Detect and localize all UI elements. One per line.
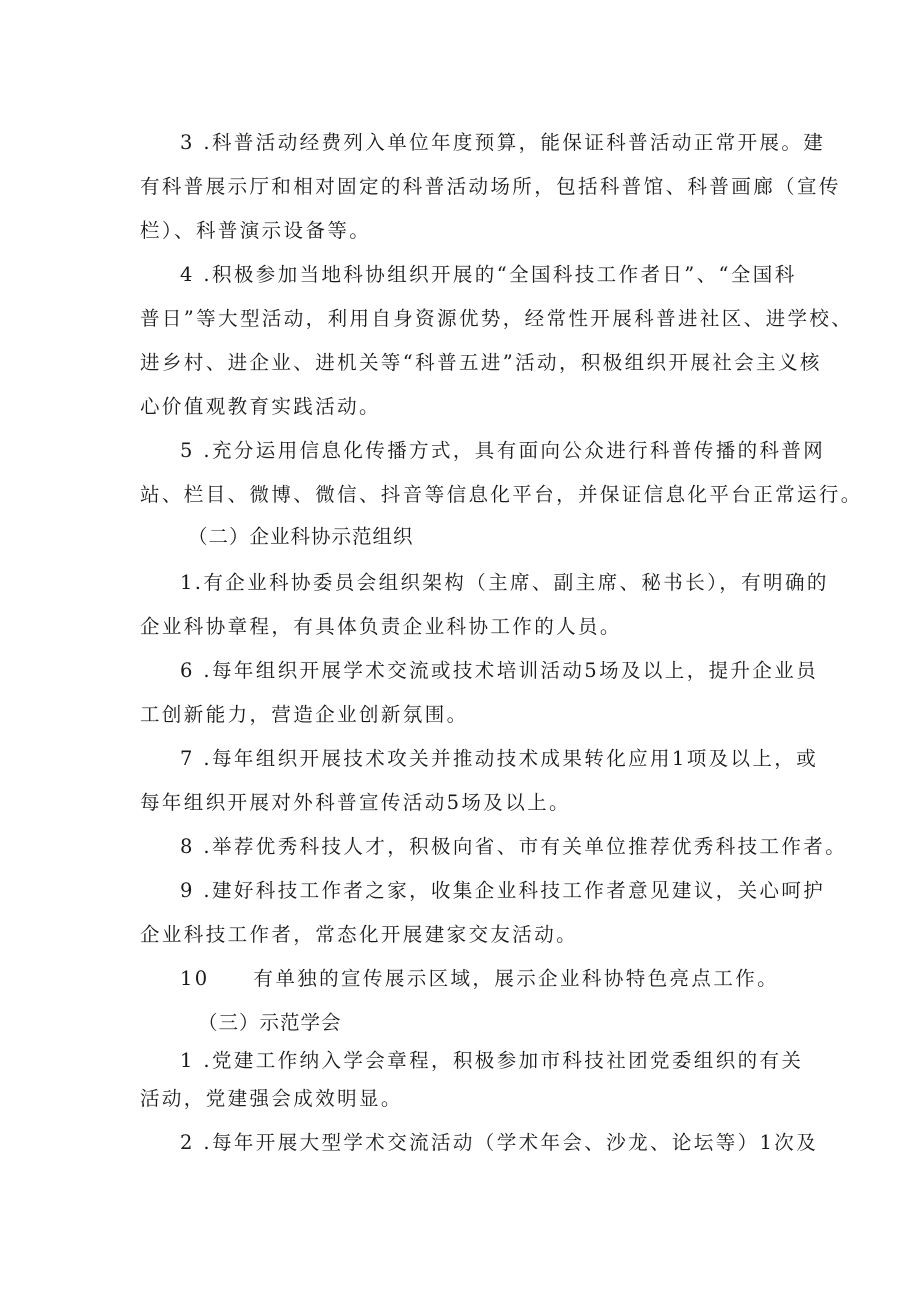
paragraph-4-line-1: 4 .积极参加当地科协组织开展的“全国科技工作者日”、“全国科 [180,263,797,286]
paragraph-4-line-3: 进乡村、进企业、进机关等“科普五进”活动，积极组织开展社会主义核 [140,351,822,374]
paragraph-7-line-2: 每年组织开展对外科普宣传活动5场及以上。 [140,791,571,814]
enterprise-item-1-line-1: 1.有企业科协委员会组织架构（主席、副主席、秘书长），有明确的 [180,571,829,594]
section-heading-enterprise: （二）企业科协示范组织 [188,525,414,548]
paragraph-9-line-2: 企业科技工作者，常态化开展建家交友活动。 [140,923,579,946]
society-item-1-line-2: 活动，党建强会成效明显。 [140,1087,403,1110]
society-item-1-line-1: 1 .党建工作纳入学会章程，积极参加市科技社团党委组织的有关 [180,1049,804,1072]
paragraph-9-line-1: 9 .建好科技工作者之家，收集企业科技工作者意见建议，关心呵护 [180,879,826,902]
paragraph-3-line-1: 3 .科普活动经费列入单位年度预算，能保证科普活动正常开展。建 [180,131,826,154]
paragraph-3-line-3: 栏）、科普演示设备等。 [140,219,372,242]
paragraph-8-line-1: 8 .举荐优秀科技人才，积极向省、市有关单位推荐优秀科技工作者。 [180,835,848,858]
society-item-2-line-1: 2 .每年开展大型学术交流活动（学术年会、沙龙、论坛等）1次及 [180,1131,819,1154]
section-heading-society: （三）示范学会 [198,1011,342,1034]
paragraph-5-line-2: 站、栏目、微博、微信、抖音等信息化平台，并保证信息化平台正常运行。 [140,483,863,506]
paragraph-6-line-1: 6 .每年组织开展学术交流或技术培训活动5场及以上，提升企业员 [180,659,819,682]
enterprise-item-1-line-2: 企业科协章程，有具体负责企业科协工作的人员。 [140,615,622,638]
paragraph-4-line-4: 心价值观教育实践活动。 [140,395,381,418]
paragraph-6-line-2: 工创新能力，营造企业创新氛围。 [140,703,469,726]
paragraph-10-line-1: 10 有单独的宣传展示区域，展示企业科协特色亮点工作。 [180,967,780,990]
paragraph-7-line-1: 7 .每年组织开展技术攻关并推动技术成果转化应用1项及以上，或 [180,747,819,770]
paragraph-5-line-1: 5 .充分运用信息化传播方式，具有面向公众进行科普传播的科普网 [180,439,826,462]
paragraph-4-line-2: 普日”等大型活动，利用自身资源优势，经常性开展科普进社区、进学校、 [140,307,854,330]
paragraph-3-line-2: 有科普展示厅和相对固定的科普活动场所，包括科普馆、科普画廊（宣传 [140,175,841,198]
